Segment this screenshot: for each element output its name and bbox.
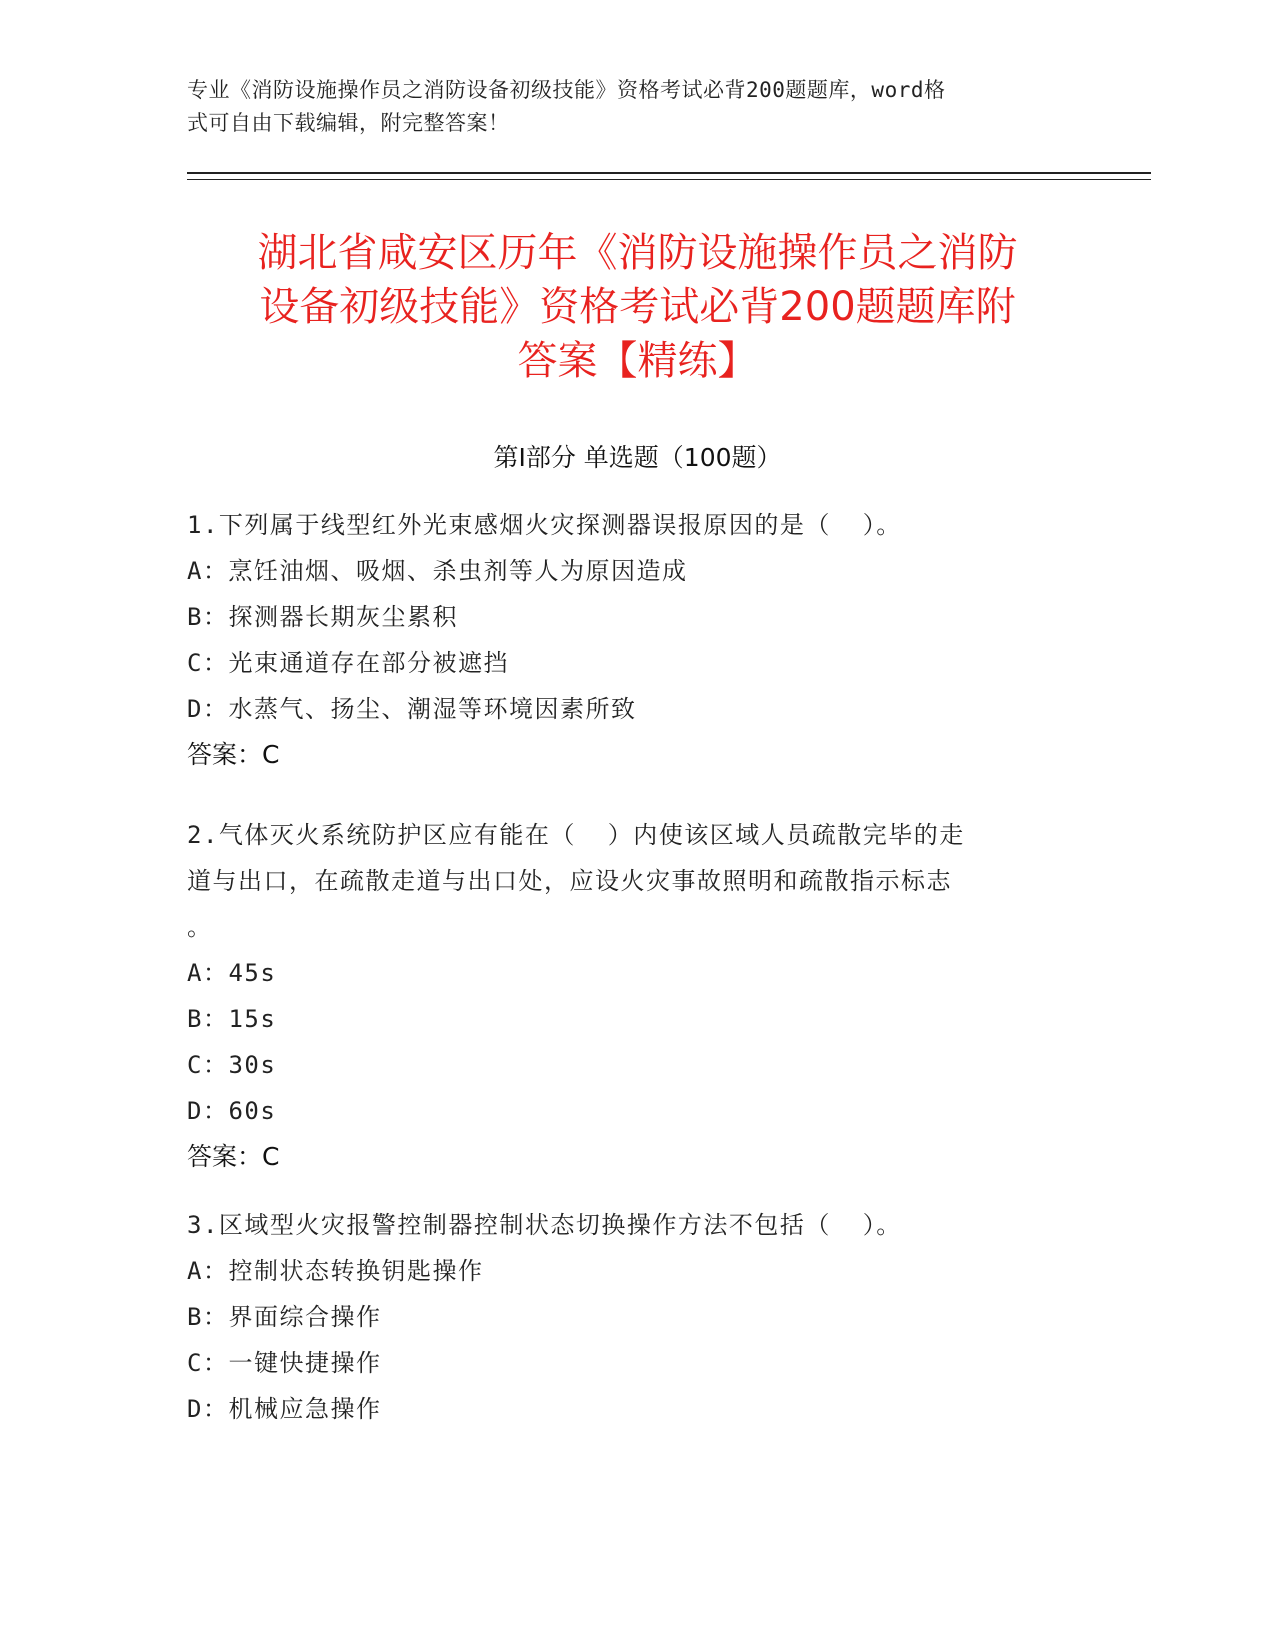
answer: 答案：C (187, 740, 280, 769)
option-c: C：一键快捷操作 (187, 1349, 382, 1377)
question-stem-line-3: 。 (187, 913, 213, 941)
section-heading: 第Ⅰ部分 单选题（100题） (493, 443, 782, 472)
question-stem-line-2: 道与出口，在疏散走道与出口处，应设火灾事故照明和疏散指示标志 (187, 867, 952, 895)
question-2 (187, 812, 1067, 1180)
title-line-2: 设备初级技能》资格考试必背200题题库附 (259, 284, 1016, 330)
header-note (187, 74, 1067, 140)
header-note-line-2: 式可自由下载编辑，附完整答案！ (187, 111, 510, 135)
question-stem: 1.下列属于线型红外光束感烟火灾探测器误报原因的是（ ）。 (187, 511, 902, 539)
option-b: B：界面综合操作 (187, 1303, 382, 1331)
question-stem: 3.区域型火灾报警控制器控制状态切换操作方法不包括（ ）。 (187, 1211, 902, 1239)
option-c: C：30s (187, 1051, 277, 1079)
option-d: D：机械应急操作 (187, 1395, 382, 1423)
option-b: B：15s (187, 1005, 277, 1033)
header-note-line-1: 专业《消防设施操作员之消防设备初级技能》资格考试必背200题题库，word格 (187, 78, 946, 102)
header-rule-lower (187, 179, 1151, 180)
document-title (160, 226, 1115, 388)
option-c: C：光束通道存在部分被遮挡 (187, 649, 509, 677)
answer: 答案：C (187, 1142, 280, 1171)
option-a: A：控制状态转换钥匙操作 (187, 1257, 484, 1285)
question-stem-line-1: 2.气体灭火系统防护区应有能在（ ）内使该区域人员疏散完毕的走 (187, 821, 965, 849)
title-line-3: 答案【精练】 (517, 338, 758, 384)
title-line-1: 湖北省咸安区历年《消防设施操作员之消防 (257, 230, 1018, 276)
option-a: A：45s (187, 959, 277, 987)
option-d: D：60s (187, 1097, 277, 1125)
option-a: A：烹饪油烟、吸烟、杀虫剂等人为原因造成 (187, 557, 688, 585)
option-d: D：水蒸气、扬尘、潮湿等环境因素所致 (187, 695, 637, 723)
question-1 (187, 502, 1067, 778)
question-3 (187, 1202, 1067, 1432)
option-b: B：探测器长期灰尘累积 (187, 603, 458, 631)
header-rule-upper (187, 172, 1151, 174)
